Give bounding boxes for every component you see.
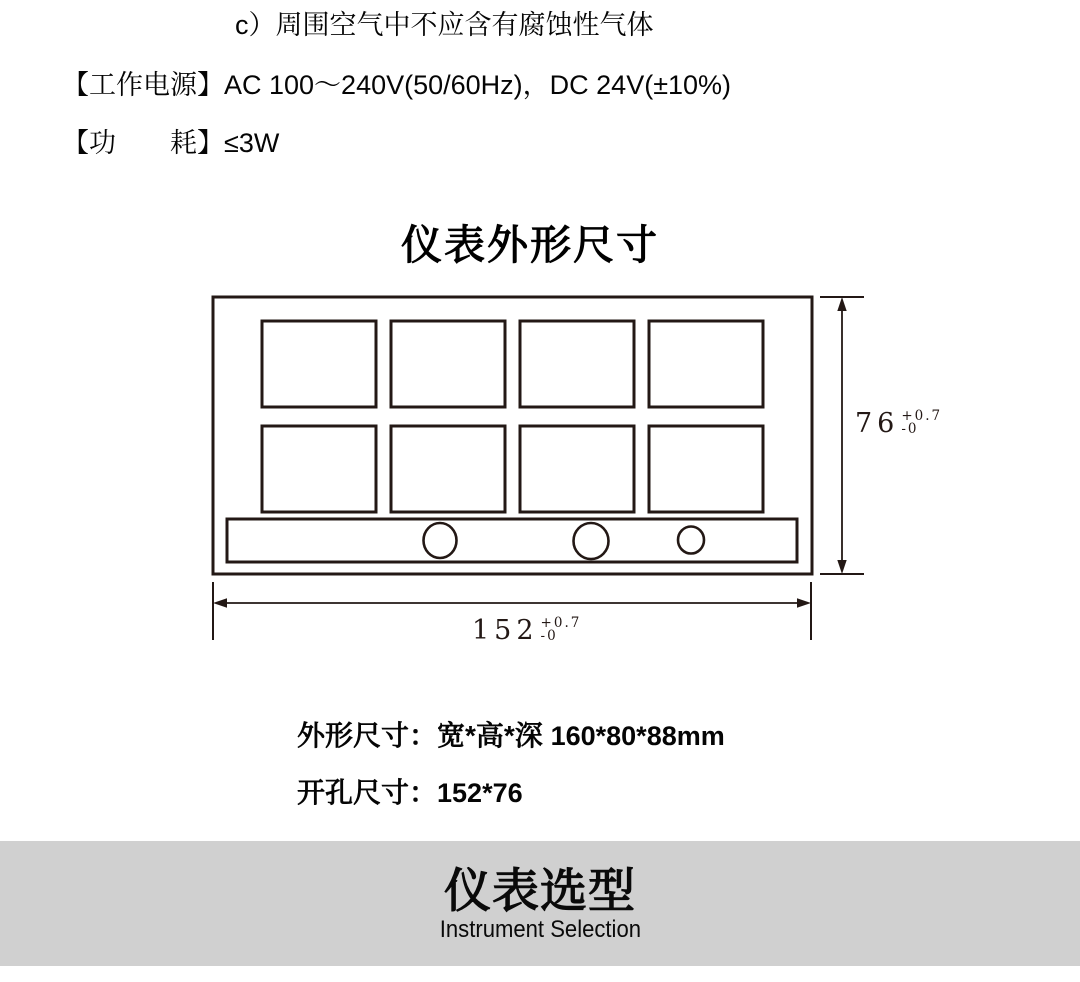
button-circle-3 bbox=[678, 527, 704, 554]
button-circle-1 bbox=[424, 523, 457, 558]
height-dim-arrow-up bbox=[837, 297, 846, 311]
banner-title: 仪表选型 bbox=[444, 863, 636, 917]
panel-outline bbox=[213, 297, 812, 574]
width-dim-arrow-left bbox=[213, 598, 227, 607]
height-dim-tol-plus: +0.7 bbox=[901, 407, 943, 424]
outline-size-dims: 宽*高*深 bbox=[437, 720, 543, 751]
display-window-3 bbox=[520, 321, 634, 407]
display-window-4 bbox=[649, 321, 763, 407]
button-bar bbox=[227, 519, 797, 562]
outline-size-value: 160*80*88mm bbox=[550, 721, 725, 751]
spec-consumption-value: ≤3W bbox=[224, 128, 280, 158]
height-dim-tolerance bbox=[901, 407, 943, 437]
spec-item-c: c）周围空气中不应含有腐蚀性气体 bbox=[235, 10, 654, 40]
button-bar-outline bbox=[227, 519, 797, 562]
display-window-row-1 bbox=[262, 321, 763, 407]
section-banner bbox=[0, 841, 1080, 966]
display-window-7 bbox=[520, 426, 634, 512]
width-dimension-value bbox=[472, 615, 581, 646]
banner-subtitle: Instrument Selection bbox=[439, 915, 641, 943]
drawing-title: 仪表外形尺寸 bbox=[401, 222, 659, 268]
spec-consumption-line bbox=[62, 127, 279, 159]
display-window-6 bbox=[391, 426, 505, 512]
display-window-8 bbox=[649, 426, 763, 512]
spec-power-value: AC 100～240V(50/60Hz)，DC 24V(±10%) bbox=[224, 70, 732, 100]
cutout-size-label: 开孔尺寸： bbox=[297, 777, 438, 808]
button-circle-2 bbox=[574, 523, 609, 559]
height-dimension-value bbox=[855, 408, 942, 439]
cutout-size-line bbox=[297, 777, 523, 809]
height-dim-arrow-down bbox=[837, 560, 846, 574]
display-window-5 bbox=[262, 426, 376, 512]
width-dim-number: 152 bbox=[472, 615, 539, 646]
width-dim-tol-plus: +0.7 bbox=[540, 614, 582, 631]
width-dim-arrow-right bbox=[797, 598, 811, 607]
display-window-row-2 bbox=[262, 426, 763, 512]
cutout-size-value: 152*76 bbox=[437, 778, 523, 808]
outline-size-label: 外形尺寸： bbox=[297, 720, 438, 751]
display-window-1 bbox=[262, 321, 376, 407]
height-dim-tol-minus: -0 bbox=[901, 420, 919, 437]
width-dim-tolerance bbox=[540, 614, 582, 644]
spec-power-line bbox=[62, 69, 731, 101]
display-window-2 bbox=[391, 321, 505, 407]
height-dim-number: 76 bbox=[855, 408, 900, 439]
width-dim-tol-minus: -0 bbox=[540, 627, 558, 644]
spec-power-label: 【工作电源】 bbox=[62, 70, 224, 100]
outline-size-line bbox=[297, 720, 725, 752]
spec-consumption-label: 【功 耗】 bbox=[62, 128, 224, 158]
